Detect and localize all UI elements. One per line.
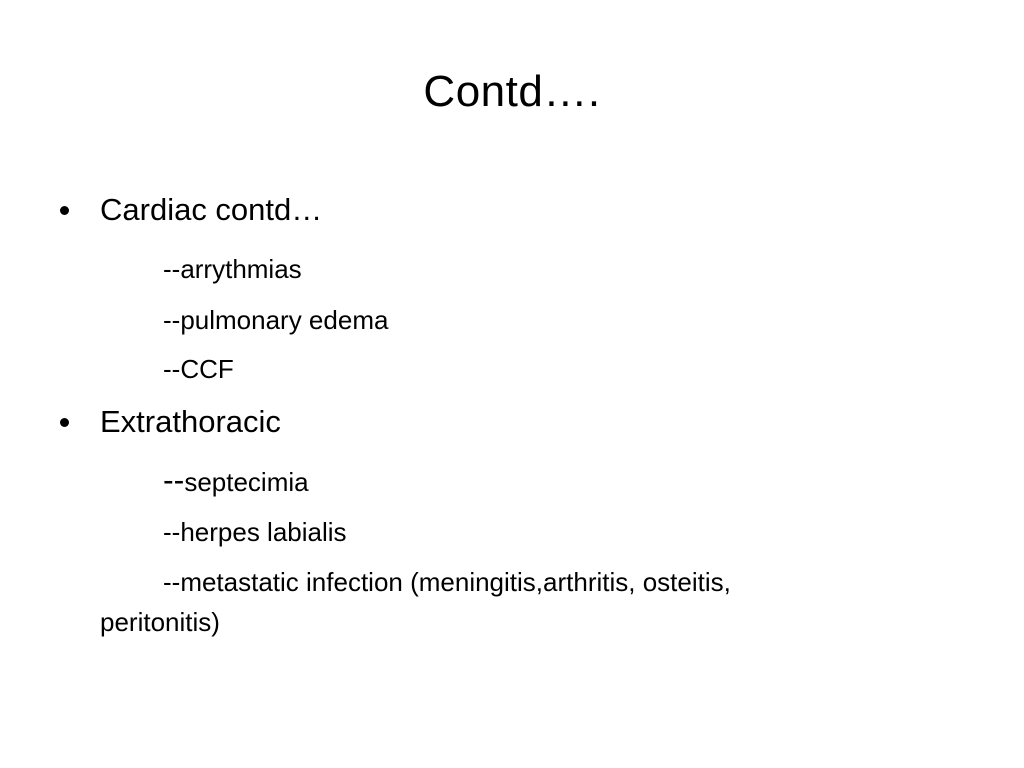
sub-item-ccf: --CCF	[163, 354, 234, 384]
bullet-icon	[60, 418, 69, 427]
sub-item-septecimia	[163, 463, 309, 499]
sub-item-arrythmias: --arrythmias	[163, 254, 302, 284]
bullet-icon	[60, 206, 69, 215]
sub-item-continuation: peritonitis)	[100, 607, 220, 637]
sub-item-herpes-labialis: --herpes labialis	[163, 517, 347, 547]
slide-title: Contd….	[423, 67, 601, 116]
sub-item-metastatic-infection: --metastatic infection (meningitis,arthritis, osteitis,	[163, 567, 731, 597]
sub-item-pulmonary-edema: --pulmonary edema	[163, 305, 389, 335]
bullet-extrathoracic: Extrathoracic	[100, 404, 281, 439]
sub-item-dash: --	[163, 462, 185, 498]
sub-item-text: septecimia	[184, 467, 309, 497]
bullet-cardiac: Cardiac contd…	[100, 192, 323, 227]
